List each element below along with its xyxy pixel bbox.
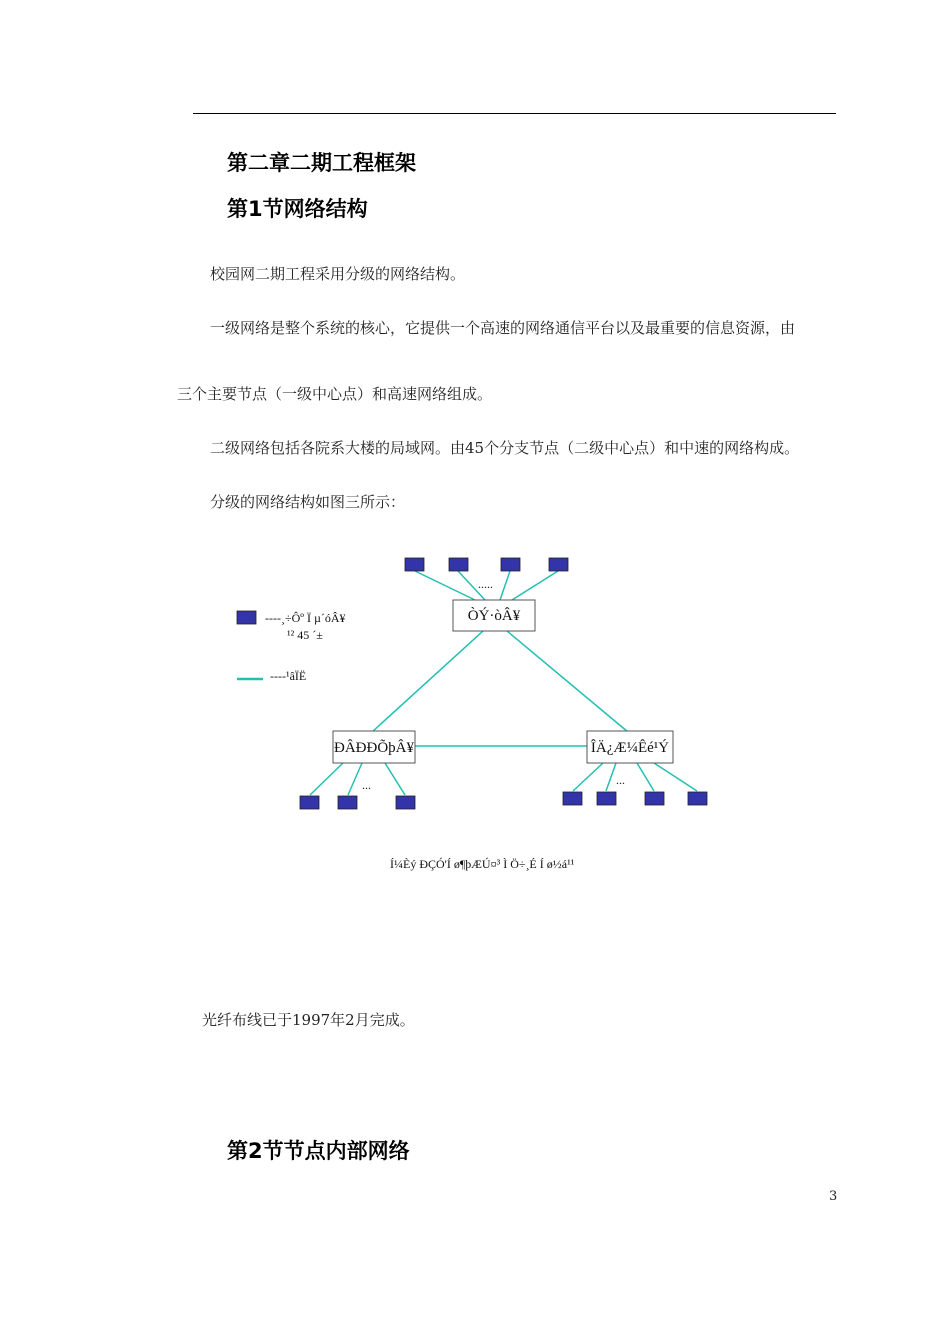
- node-top-1: [405, 558, 424, 571]
- paragraph-5: 光纤布线已于1997年2月完成。: [202, 1011, 415, 1029]
- figure-caption: Í¼Èý ÐÇÓ'Í ø¶þÆÚ¤³ Ì Ö÷¸É Í ø½á¹¹: [390, 857, 575, 871]
- legend-line-label: ----¹âÏË: [270, 669, 307, 683]
- paragraph-1: 校园网二期工程采用分级的网络结构。: [210, 265, 466, 283]
- legend-node-label-line-1: ----¸÷Ôº Ï µ´óÂ¥: [265, 611, 346, 625]
- paragraph-3: 二级网络包括各院系大楼的局域网。由45个分支节点（二级中心点）和中速的网络构成。: [210, 439, 800, 457]
- node-top-4: [549, 558, 568, 571]
- node-right-2: [597, 792, 616, 805]
- top-dots: .....: [478, 577, 493, 591]
- right-node-label: ÎÄ¿Æ¼Êé¹Ý: [590, 740, 670, 756]
- node-top-3: [501, 558, 520, 571]
- right-dots: ...: [616, 773, 625, 787]
- node-right-4: [688, 792, 707, 805]
- legend-node-swatch: [237, 611, 256, 624]
- left-dots: ...: [362, 778, 371, 792]
- node-top-2: [449, 558, 468, 571]
- node-left-2: [338, 796, 357, 809]
- paragraph-2-line-1: 一级网络是整个系统的核心，它提供一个高速的网络通信平台以及最重要的信息资源，由: [210, 319, 796, 337]
- paragraph-4: 分级的网络结构如图三所示：: [210, 493, 406, 511]
- node-right-1: [563, 792, 582, 805]
- section-1-title: 第1节网络结构: [227, 197, 368, 221]
- chapter-title: 第二章二期工程框架: [227, 151, 416, 175]
- node-left-1: [300, 796, 319, 809]
- node-left-3: [396, 796, 415, 809]
- legend-node-label-line-2: ¹² 45 ´±: [287, 628, 323, 642]
- paragraph-2-line-2: 三个主要节点（一级中心点）和高速网络组成。: [177, 385, 493, 403]
- page-number: 3: [829, 1189, 838, 1204]
- left-node-label: ÐÂÐÐÕþÂ¥: [334, 740, 414, 756]
- top-node-label: ÒÝ·òÂ¥: [467, 608, 521, 624]
- section-2-title: 第2节节点内部网络: [227, 1139, 410, 1163]
- node-right-3: [645, 792, 664, 805]
